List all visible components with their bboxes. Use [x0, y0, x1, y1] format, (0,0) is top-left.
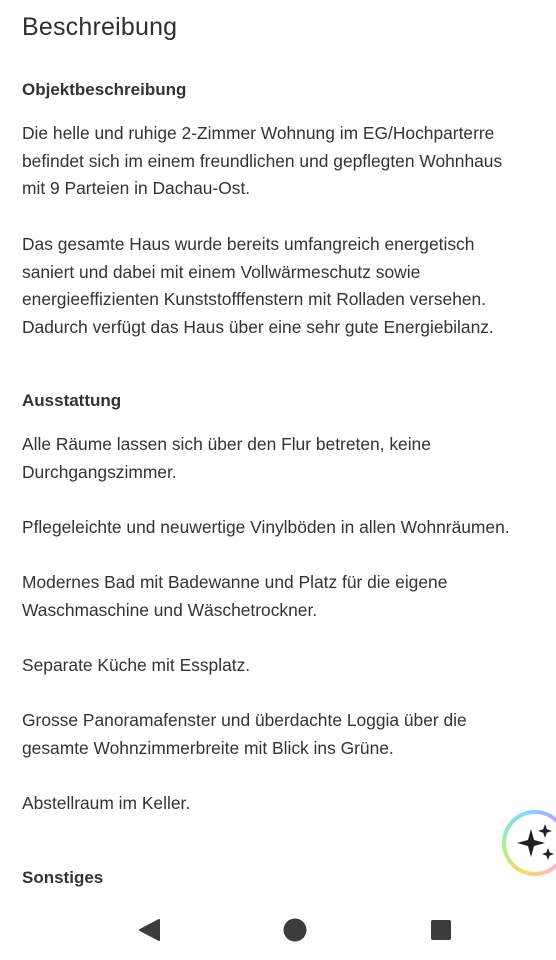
- paragraph-line: befindet sich im einem freundlichen und gepflegten Wohnhaus: [22, 150, 503, 171]
- description-content: [22, 0, 556, 900]
- section-heading-ausstattung: Ausstattung: [22, 391, 122, 410]
- recents-square-icon[interactable]: [427, 916, 455, 944]
- paragraph-line: Durchgangszimmer.: [22, 461, 177, 482]
- paragraph: [22, 569, 447, 624]
- paragraph-line: Grosse Panoramafenster und überdachte Loggia über die: [22, 710, 467, 730]
- paragraph: [22, 514, 510, 542]
- paragraph-line: Separate Küche mit Essplatz.: [22, 655, 251, 675]
- paragraph-line: Pflegeleichte und neuwertige Vinylböden in allen Wohnräumen.: [22, 517, 510, 537]
- paragraph-line: Das gesamte Haus wurde bereits umfangreich energetisch: [22, 234, 475, 254]
- sparkles-icon: [515, 823, 556, 865]
- section-heading-objektbeschreibung: Objektbeschreibung: [22, 80, 187, 99]
- paragraph: [22, 231, 494, 341]
- back-triangle-icon[interactable]: [135, 916, 163, 944]
- paragraph-line: saniert und dabei mit einem Vollwärmeschutz sowie: [22, 261, 421, 282]
- section-heading-sonstiges: Sonstiges: [22, 868, 104, 887]
- paragraph-line: Dadurch verfügt das Haus über eine sehr gute Energiebilanz.: [22, 316, 494, 337]
- paragraph: [22, 790, 190, 818]
- page-title: Beschreibung: [22, 13, 178, 41]
- paragraph-line: Die helle und ruhige 2-Zimmer Wohnung im EG/Hochparterre: [22, 123, 495, 143]
- home-circle-icon[interactable]: [281, 916, 309, 944]
- paragraph-line: gesamte Wohnzimmerbreite mit Blick ins Grüne.: [22, 737, 394, 758]
- paragraph-line: Waschmaschine und Wäschetrockner.: [22, 599, 318, 620]
- paragraph-line: mit 9 Parteien in Dachau-Ost.: [22, 178, 251, 198]
- paragraph: [22, 431, 431, 486]
- system-navigation-bar: [0, 900, 556, 960]
- paragraph: [22, 120, 502, 203]
- paragraph-line: Abstellraum im Keller.: [22, 793, 191, 813]
- paragraph-line: Alle Räume lassen sich über den Flur betreten, keine: [22, 434, 431, 454]
- paragraph-line: energieeffizienten Kunststofffenstern mit Rolladen versehen.: [22, 289, 487, 309]
- paragraph-line: Modernes Bad mit Badewanne und Platz für die eigene: [22, 572, 448, 592]
- paragraph: [22, 707, 467, 762]
- paragraph: [22, 652, 250, 680]
